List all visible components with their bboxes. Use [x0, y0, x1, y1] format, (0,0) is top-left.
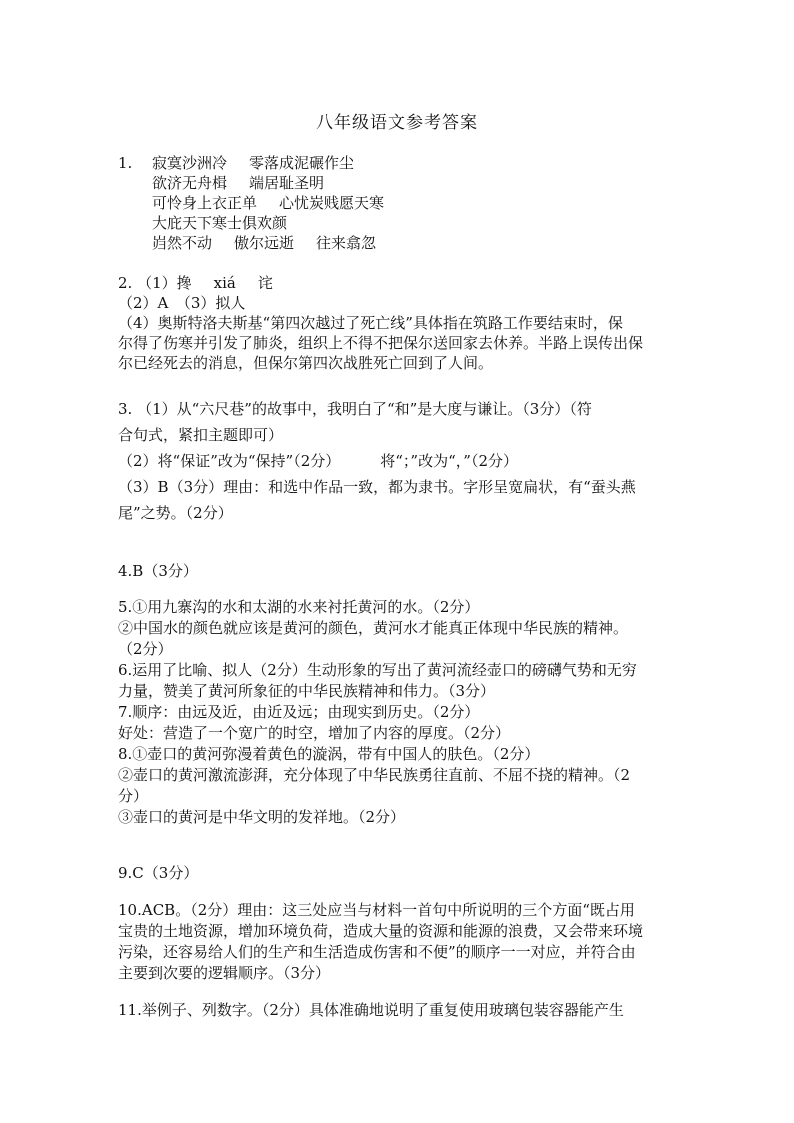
- q1-phrase: 心忧炭贱愿天寒: [279, 194, 385, 212]
- q1-phrase: 大庇天下寒士俱欢颜: [152, 214, 288, 232]
- q6-line-1: 6.运用了比喻、拟人（2分）生动形象的写出了黄河流经壶口的磅礴气势和无穷: [118, 661, 637, 679]
- q8-line-4: ③壶口的黄河是中华文明的发祥地。（2分）: [118, 808, 406, 826]
- q3-line-2: 合句式，紧扣主题即可）: [118, 426, 284, 444]
- q2-word: 诧: [257, 274, 273, 292]
- q5-line-1: 5.①用九寨沟的水和太湖的水来衬托黄河的水。（2分）: [118, 598, 480, 616]
- question-3: [118, 396, 678, 526]
- q10-line-2: 宝贵的土地资源，增加环境负荷，造成大量的资源和能源的浪费，又会带来环境: [118, 922, 644, 940]
- q3-line-4: （3）B（3分）理由：和选中作品一致，都为隶书。字形呈宽扁状，有“蚕头燕: [118, 478, 636, 496]
- question-4: [118, 561, 678, 581]
- q1-phrase: 往来翕忽: [316, 234, 377, 252]
- q1-line-2: [118, 173, 678, 193]
- question-10: [118, 900, 678, 984]
- q1-number: 1.: [118, 154, 133, 172]
- q3-answer-2b: 将“；”改为“，”（2分）: [380, 452, 518, 470]
- q1-line-1: [118, 153, 678, 173]
- q1-line-3: [118, 193, 678, 213]
- q7-line-1: 7.顺序：由远及近，由近及远；由现实到历史。（2分）: [118, 703, 480, 721]
- q3-line-3: [118, 448, 678, 474]
- q4-line-1: 4.B（3分）: [118, 562, 198, 580]
- q11-line-1: 11.举例子、列数字。（2分）具体准确地说明了重复使用玻璃包装容器能产生: [118, 1001, 624, 1019]
- question-1: [118, 153, 678, 253]
- q1-phrase: 端居耻圣明: [249, 174, 325, 192]
- q2-line-1: [118, 273, 678, 293]
- q1-phrase: 零落成泥碾作尘: [249, 154, 355, 172]
- q3-answer-2a: （2）将“保证”改为“保持”（2分）: [118, 452, 341, 470]
- q8-line-1: 8.①壶口的黄河弥漫着黄色的漩涡，带有中国人的肤色。（2分）: [118, 745, 540, 763]
- q1-phrase: 岿然不动: [152, 234, 213, 252]
- q6-line-2: 力量，赞美了黄河所象征的中华民族精神和伟力。（3分）: [118, 682, 496, 700]
- q7-line-2: 好处：营造了一个宽广的时空，增加了内容的厚度。（2分）: [118, 724, 511, 742]
- question-2: [118, 273, 678, 373]
- q8-line-2: ②壶口的黄河激流澎湃，充分体现了中华民族勇往直前、不屈不挠的精神。（2: [118, 766, 631, 784]
- page-title: 八年级语文参考答案: [316, 113, 478, 133]
- q8-line-3: 分）: [118, 787, 149, 805]
- q1-phrase: 可怜身上衣正单: [152, 194, 258, 212]
- questions-5-to-8: [118, 597, 678, 828]
- q2-line-4: 尔得了伤寒并引发了肺炎，组织上不得不把保尔送回家去休养。半路上误传出保: [118, 334, 644, 352]
- q2-pinyin: xiá: [213, 274, 236, 292]
- q1-phrase: 寂寞沙洲冷: [152, 154, 228, 172]
- question-9: [118, 863, 678, 883]
- q5-line-3: （2分）: [118, 640, 173, 658]
- q10-line-4: 主要到次要的逻辑顺序。（3分）: [118, 964, 331, 982]
- q1-phrase: 傲尔远逝: [234, 234, 295, 252]
- q2-line-2: （2）A （3）拟人: [118, 294, 246, 312]
- q2-answer-1: 2. （1）搀: [118, 274, 192, 292]
- q2-line-5: 尔已经死去的消息，但保尔第四次战胜死亡回到了人间。: [118, 354, 494, 372]
- q1-phrase: 欲济无舟楫: [152, 174, 228, 192]
- q1-line-4: [118, 213, 678, 233]
- q5-line-2: ②中国水的颜色就应该是黄河的颜色，黄河水才能真正体现中华民族的精神。: [118, 619, 629, 637]
- q3-line-5: 尾”之势。（2分）: [118, 504, 233, 522]
- q1-line-5: [118, 233, 678, 253]
- question-11: [118, 1000, 678, 1020]
- q3-line-1: 3. （1）从“六尺巷”的故事中，我明白了“和”是大度与谦让。（3分）（符: [118, 400, 592, 418]
- q2-line-3: （4）奥斯特洛夫斯基“第四次越过了死亡线”具体指在筑路工作要结束时，保: [118, 314, 623, 332]
- q9-line-1: 9.C（3分）: [118, 864, 199, 882]
- q10-line-3: 污染，还容易给人们的生产和生活造成伤害和不便”的顺序一一对应，并符合由: [118, 943, 636, 961]
- q10-line-1: 10.ACB。（2分）理由：这三处应当与材料一首句中所说明的三个方面“既占用: [118, 901, 635, 919]
